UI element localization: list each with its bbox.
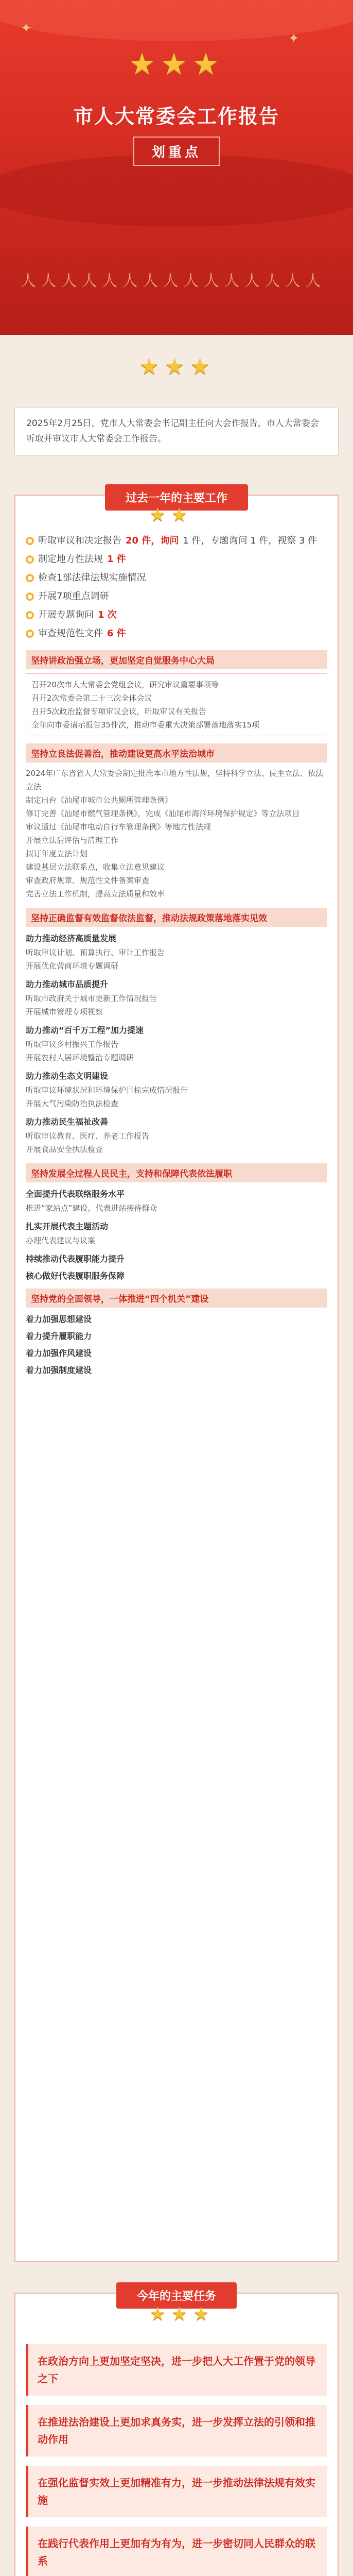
group-list — [26, 1313, 327, 1376]
page-title: 市人大常委会工作报告 — [73, 105, 279, 128]
star-group — [139, 355, 210, 378]
sub-heading: 着力提升履职能力 — [26, 1331, 92, 1341]
stat-item: ● 审查规范性文件 6 件 — [26, 624, 327, 643]
task-item: 在践行代表作用上更加有为有为，进一步密切同人民群众的联系 — [26, 2527, 327, 2576]
list-item: 听取审议环境状况和环境保护目标完成情况报告 — [26, 1086, 188, 1095]
stat-item: ● 开展专题询问 1 次 — [26, 606, 327, 624]
group-list — [26, 767, 327, 901]
list-item: 召开5次政治监督专项审议会议，听取审议有关报告 — [31, 707, 206, 716]
list-item: 听取市政府关于城市更新工作情况报告 — [26, 994, 157, 1003]
group-heading: 坚持党的全面领导，一体推进“四个机关”建设 — [26, 1289, 327, 1308]
sub-heading: 助力推动民生福祉改善 — [26, 1117, 109, 1127]
list-item: 完善立法工作机制，提高立法质量和效率 — [26, 889, 165, 899]
star-group — [149, 2305, 209, 2324]
sub-heading: 着力加强制度建设 — [26, 1365, 92, 1375]
sub-heading: 全面提升代表联络服务水平 — [26, 1189, 125, 1199]
intro-paragraph: 2025年2月25日，党市人大常委会书记副主任向大会作报告，市人大常委会听取并审议市人大常委会工作报告。 — [14, 407, 339, 455]
group-heading: 坚持讲政治强立场，更加坚定自觉服务中心大局 — [26, 650, 327, 669]
group-heading: 坚持正确监督有效监督依法监督，推动法规政策落地落实见效 — [26, 908, 327, 927]
bullet-icon: ● — [26, 555, 34, 564]
list-item: 听取审议乡村振兴工作报告 — [26, 1040, 119, 1049]
list-item: 召开20次市人大常委会党组会议，研究审议重要事项等 — [31, 680, 219, 689]
list-item: 听取审议教育、医疗、养老工作报告 — [26, 1131, 150, 1141]
star-group — [149, 506, 188, 524]
list-item: 审议通过《汕尾市电动自行车管理条例》等地方性法规 — [26, 822, 211, 832]
bird-icon: ✦ — [21, 21, 32, 36]
sub-heading: 着力加强思想建设 — [26, 1314, 92, 1324]
star-icon: ★ — [171, 2303, 188, 2325]
list-item: 修订完善《汕尾市燃气管理条例》，完成《汕尾市海洋环境保护规定》等立法项目 — [26, 809, 300, 818]
stat-item: ● 开展7项重点调研 — [26, 587, 327, 606]
task-item: 在政治方向上更加坚定坚决，进一步把人大工作置于党的领导之下 — [26, 2344, 327, 2396]
group-heading: 坚持发展全过程人民民主，支持和保障代表依法履职 — [26, 1163, 327, 1182]
crowd-decoration: 人 人 人 人 人 人 人 人 人 人 人 人 人 人 人 — [21, 272, 321, 290]
list-item: 开展大气污染防治执法检查 — [26, 1099, 119, 1108]
star-group — [129, 46, 219, 81]
stats-list — [26, 532, 327, 643]
section-title: 今年的主要任务 — [116, 2282, 237, 2309]
list-item: 拟订年度立法计划 — [26, 849, 88, 858]
sub-heading: 助力推动经济高质量发展 — [26, 934, 117, 943]
star-icon: ★ — [129, 46, 155, 81]
list-item: 制定出台《汕尾市城市公共厕所管理条例》 — [26, 795, 173, 805]
sub-heading: 持续推动代表履职能力提升 — [26, 1254, 125, 1264]
stat-item: ● 听取审议和决定报告 20 件，询问 1 件，专题询问 1 件，视察 3 件 — [26, 532, 327, 550]
list-item: 办理代表建议与议案 — [26, 1236, 96, 1245]
section-title: 过去一年的主要工作 — [105, 484, 248, 511]
list-item: 开展农村人居环境整治专题调研 — [26, 1053, 134, 1062]
stat-item: ● 检查1部法律法规实施情况 — [26, 569, 327, 587]
sub-heading: 扎实开展代表主题活动 — [26, 1222, 109, 1231]
star-icon: ★ — [149, 2303, 166, 2325]
task-item: 在强化监督实效上更加精准有力，进一步推动法律法规有效实施 — [26, 2466, 327, 2517]
list-item: 推进“家站点”建设，代表进站接待群众 — [26, 1204, 157, 1213]
list-item: 开展食品安全执法检查 — [26, 1145, 103, 1154]
focus-badge: 划重点 — [133, 137, 220, 166]
star-icon: ★ — [139, 353, 160, 380]
sub-heading: 着力加强作风建设 — [26, 1348, 92, 1358]
bullet-icon: ● — [26, 611, 34, 619]
star-icon: ★ — [161, 46, 187, 81]
star-icon: ★ — [171, 504, 188, 526]
list-item: 召开2次常委会第二十三次全体会议 — [31, 693, 152, 703]
this-year-section — [14, 2290, 339, 2576]
list-item: 开展城市管理专项视察 — [26, 1007, 103, 1016]
group-box — [26, 673, 327, 736]
group-list — [26, 932, 327, 1156]
stat-item: ● 制定地方性法规 1 件 — [26, 550, 327, 569]
list-item: 2024年广东省省人大常委会制定批准本市地方性法规，坚持科学立法、民主立法、依法立法 — [26, 769, 324, 791]
bullet-icon: ● — [26, 537, 34, 545]
bullet-icon: ● — [26, 592, 34, 601]
list-item: 开展立法后评估与清理工作 — [26, 836, 119, 845]
list-item: 建设基层立法联系点，收集立法意见建议 — [26, 862, 165, 872]
task-item: 在推进法治建设上更加求真务实，进一步发挥立法的引领和推动作用 — [26, 2405, 327, 2456]
sub-heading: 核心做好代表履职服务保障 — [26, 1271, 125, 1281]
star-icon: ★ — [164, 353, 185, 380]
group-heading: 坚持立良法促善治，推动建设更高水平法治城市 — [26, 743, 327, 762]
list-item: 审查政府规章、规范性文件备案审查 — [26, 876, 150, 885]
bird-icon: ✦ — [288, 31, 299, 46]
star-icon: ★ — [192, 46, 219, 81]
star-icon: ★ — [192, 2303, 209, 2325]
list-item: 开展优化营商环境专题调研 — [26, 961, 119, 971]
star-icon: ★ — [189, 353, 210, 380]
group-list — [26, 1188, 327, 1281]
list-item: 全年向市委请示报告35件次，推动市委重大决策部署落地落实15项 — [31, 720, 260, 730]
list-item: 听取审议计划、预算执行、审计工作报告 — [26, 948, 165, 957]
bullet-icon: ● — [26, 574, 34, 582]
sub-heading: 助力推动“百千万工程”加力提速 — [26, 1025, 144, 1035]
sub-heading: 助力推动城市品质提升 — [26, 979, 109, 989]
past-year-section — [14, 492, 339, 2262]
decor-wave — [0, 0, 353, 41]
sub-heading: 助力推动生态文明建设 — [26, 1071, 109, 1081]
bullet-icon: ● — [26, 630, 34, 638]
hero-banner — [0, 0, 353, 335]
star-icon: ★ — [149, 504, 166, 526]
